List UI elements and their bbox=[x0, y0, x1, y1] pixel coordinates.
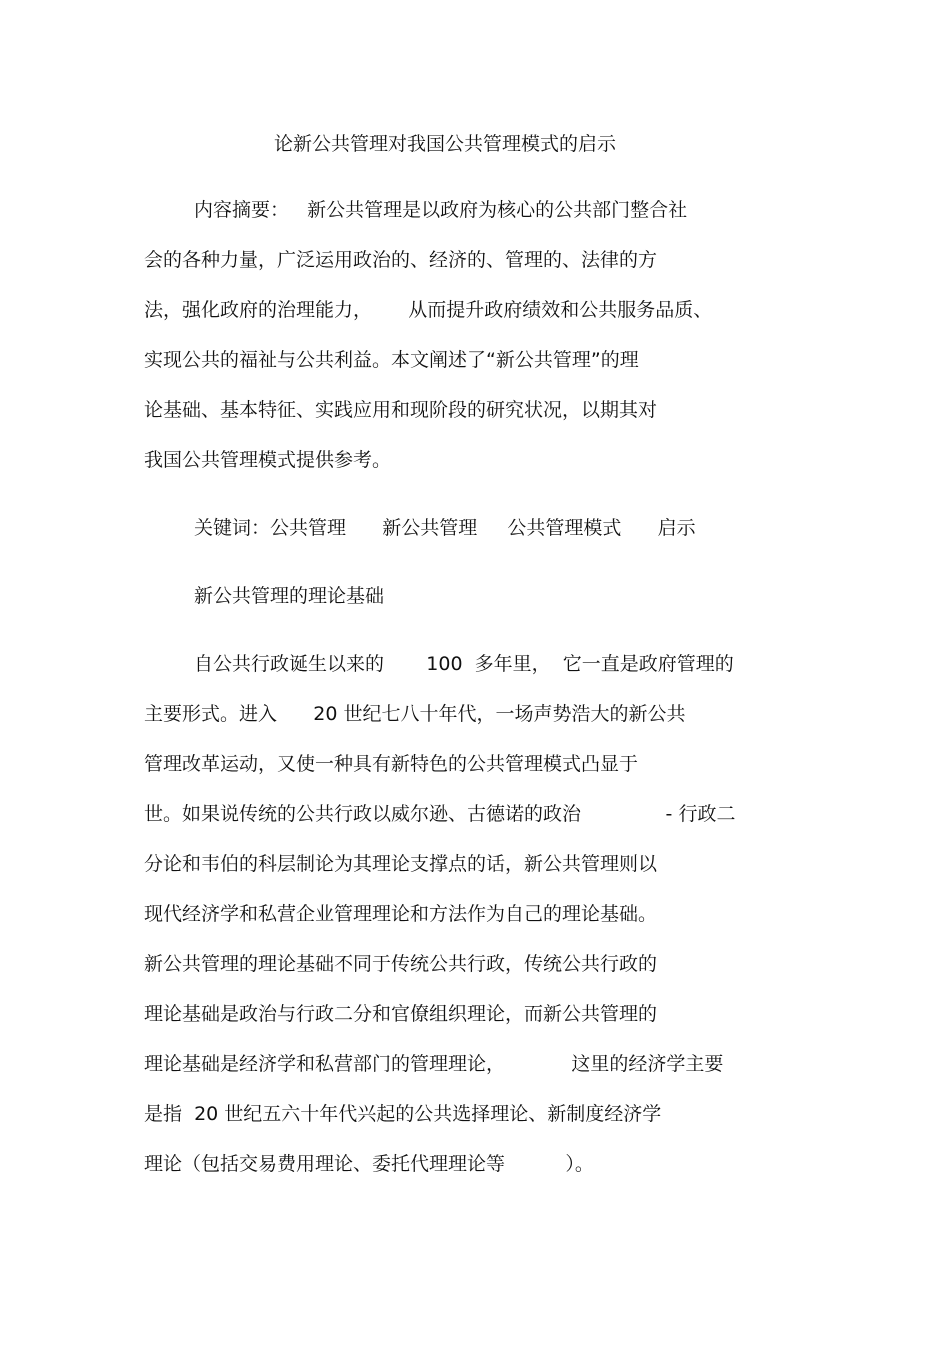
section-heading: 新公共管理的理论基础 bbox=[194, 585, 385, 607]
body-line: 理论（包括交易费用理论、委托代理理论等 ）。 bbox=[144, 1153, 594, 1175]
body-line: 分论和韦伯的科层制论为其理论支撑点的话，新公共管理则以 bbox=[144, 853, 658, 875]
body-line: 是指 20 世纪五六十年代兴起的公共选择理论、新制度经济学 bbox=[144, 1103, 662, 1125]
body-line: 世。如果说传统的公共行政以威尔逊、古德诺的政治 - 行政二 bbox=[144, 803, 736, 825]
abstract-line: 会的各种力量，广泛运用政治的、经济的、管理的、法律的方 bbox=[144, 249, 658, 271]
body-line: 主要形式。进入 20 世纪七八十年代，一场声势浩大的新公共 bbox=[144, 703, 686, 725]
document-title: 论新公共管理对我国公共管理模式的启示 bbox=[274, 133, 617, 155]
abstract-line: 论基础、基本特征、实践应用和现阶段的研究状况，以期其对 bbox=[144, 399, 658, 421]
abstract-line: 实现公共的福祉与公共利益。本文阐述了“新公共管理”的理 bbox=[144, 349, 639, 371]
abstract-line: 内容摘要： 新公共管理是以政府为核心的公共部门整合社 bbox=[194, 199, 688, 221]
body-line: 理论基础是经济学和私营部门的管理理论， 这里的经济学主要 bbox=[144, 1053, 724, 1075]
body-line: 现代经济学和私营企业管理理论和方法作为自己的理论基础。 bbox=[144, 903, 658, 925]
body-line: 自公共行政诞生以来的 100 多年里， 它一直是政府管理的 bbox=[194, 653, 734, 675]
abstract-line: 法，强化政府的治理能力， 从而提升政府绩效和公共服务品质、 bbox=[144, 299, 713, 321]
body-line: 管理改革运动，又使一种具有新特色的公共管理模式凸显于 bbox=[144, 753, 639, 775]
body-line: 理论基础是政治与行政二分和官僚组织理论，而新公共管理的 bbox=[144, 1003, 658, 1025]
abstract-line: 我国公共管理模式提供参考。 bbox=[144, 449, 392, 471]
body-line: 新公共管理的理论基础不同于传统公共行政，传统公共行政的 bbox=[144, 953, 658, 975]
keywords-line: 关键词：公共管理 新公共管理 公共管理模式 启示 bbox=[194, 517, 696, 539]
